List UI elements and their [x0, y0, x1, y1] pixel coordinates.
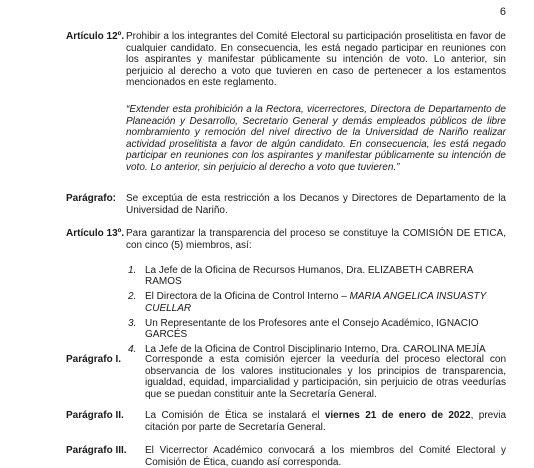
paragrafo-text: Se exceptúa de esta restricción a los Decanos y Directores de Departamento de la Universidad de Nariño. — [126, 193, 506, 216]
paragrafo-ii-label: Parágrafo II. — [66, 410, 124, 421]
article-12-quote: “Extender esta prohibición a la Rectora, vicerrectores, Directora de Departamento de Planeación y Desarrollo, Secretario General y demás empleados públicos de libre nombramiento y remoción del nivel directivo de la Universidad de Nariño realizar actividad proselitista a favor de algún candidato. En consecuencia, les está negado participar en reuniones con los aspirantes y manifestar públicamente su intención de voto. Lo anterior, sin perjuicio al derecho a voto que tuvieren.” — [126, 104, 506, 173]
paragrafo-i-text: Corresponde a esta comisión ejercer la veeduría del proceso electoral con observancia de los valores institucionales y los principios de transparencia, igualdad, equidad, imparcialidad y participación, sin perjuicio de otras veedurías que se puedan constituir ante la Secretaría General. — [145, 354, 506, 400]
list-item — [128, 265, 506, 287]
paragrafo-ii-text — [145, 410, 506, 433]
paragrafo-ii-text-c: , previa citación por parte de Secretaría General. — [145, 410, 507, 433]
list-item-name: MARIA ANGELICA INSUASTY CUELLAR — [145, 291, 487, 314]
list-item — [128, 318, 506, 340]
article-13-label: Artículo 13º. — [66, 228, 125, 239]
article-12-label: Artículo 12º. — [66, 31, 125, 42]
paragrafo-iii-text: El Vicerrector Académico convocará a los miembros del Comité Electoral y Comisión de Ética, cuando así corresponda. — [145, 445, 506, 468]
paragrafo-ii-date: viernes 21 de enero de 2022 — [324, 410, 471, 421]
list-item-number: 4. — [128, 344, 137, 356]
list-item — [128, 291, 506, 313]
list-item-number: 3. — [128, 317, 137, 329]
paragrafo-label: Parágrafo: — [66, 193, 117, 204]
list-item-text: Un Representante de los Profesores ante el Consejo Académico, IGNACIO GARCÉS — [145, 317, 479, 341]
article-13-text: Para garantizar la transparencia del proceso se constituye la COMISIÓN DE ETICA, con cinco (5) miembros, así: — [126, 228, 506, 251]
paragrafo-i-label: Parágrafo I. — [66, 354, 122, 365]
paragrafo-ii-text-a: La Comisión de Ética se instalará el — [145, 410, 325, 421]
paragrafo-iii-label: Parágrafo III. — [66, 445, 127, 456]
list-item-text: La Jefe de la Oficina de Control Disciplinario Interno, Dra. CAROLINA MEJÍA — [145, 344, 486, 356]
list-item-text: La Jefe de la Oficina de Recursos Humanos, Dra. ELIZABETH CABRERA RAMOS — [145, 265, 473, 288]
list-item-number: 1. — [128, 265, 137, 276]
list-item-text: El Directora de la Oficina de Control Interno – — [145, 291, 350, 303]
ethics-commission-list — [128, 265, 506, 355]
page-number: 6 — [499, 6, 506, 18]
list-item-number: 2. — [128, 291, 137, 303]
article-12-text: Prohibir a los integrantes del Comité Electoral su participación proselitista en favor de cualquier candidato. En consecuencia, les está negado participar en reuniones con los aspirantes y manifestar públicamente su intención de voto. Lo anterior, sin perjuicio al derecho a voto que tuvieren en caso de pertenecer a los estamentos mencionados en este reglamento. — [126, 31, 506, 89]
